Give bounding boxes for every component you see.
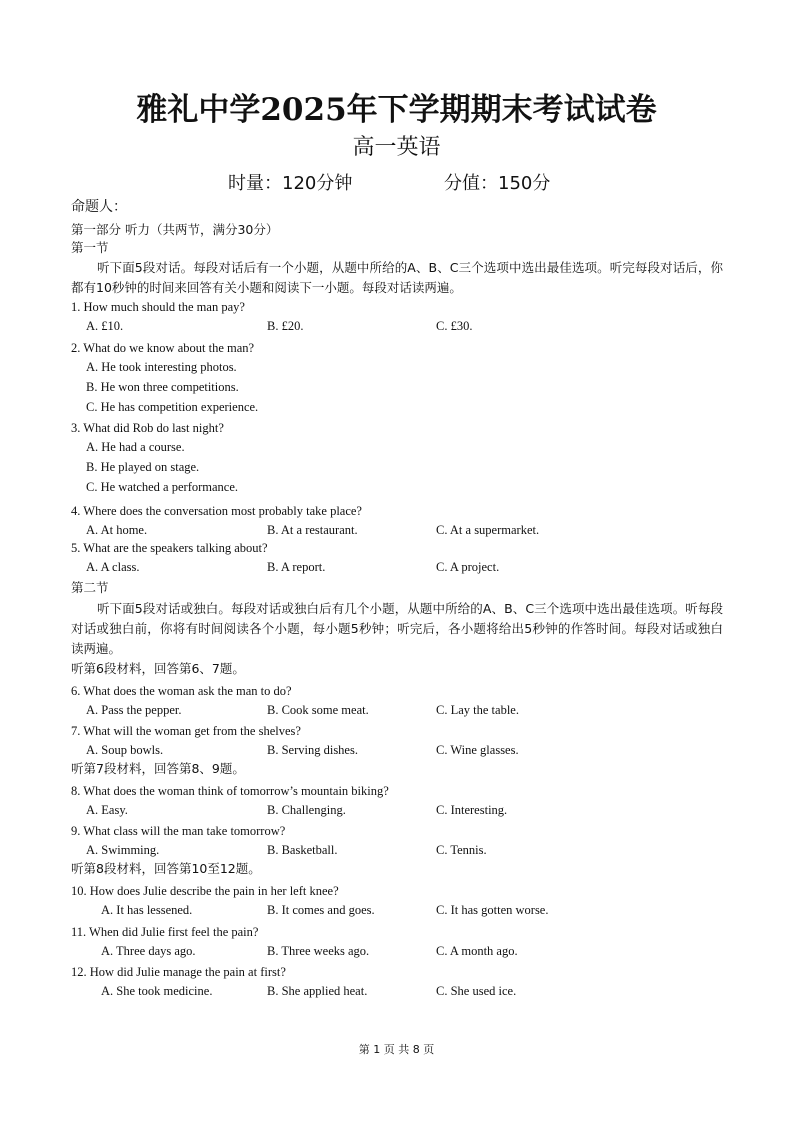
page-title: 雅礼中学2025年下学期期末考试试卷	[136, 92, 657, 128]
part1-heading: 第一部分 听力（共两节，满分30分）	[71, 222, 279, 237]
q11-option-a: A. Three days ago.	[101, 944, 196, 958]
q4-option-b: B. At a restaurant.	[267, 523, 358, 537]
material-8-note: 听第8段材料，回答第10至12题。	[71, 861, 261, 876]
question-5: 5. What are the speakers talking about?	[71, 541, 268, 555]
q3-option-b: B. He played on stage.	[86, 460, 200, 474]
q4-option-a: A. At home.	[86, 523, 148, 537]
q12-option-a: A. She took medicine.	[101, 984, 213, 998]
q10-option-c: C. It has gotten worse.	[436, 903, 549, 917]
q2-option-a: A. He took interesting photos.	[86, 360, 237, 374]
q9-option-c: C. Tennis.	[436, 843, 487, 857]
q5-option-c: C. A project.	[436, 560, 500, 574]
q8-option-b: B. Challenging.	[267, 803, 346, 817]
question-7: 7. What will the woman get from the shelves?	[71, 724, 301, 738]
question-1: 1. How much should the man pay?	[71, 300, 245, 314]
page-subtitle: 高一英语	[352, 135, 441, 160]
question-2: 2. What do we know about the man?	[71, 341, 255, 355]
section1-heading: 第一节	[71, 240, 109, 255]
q6-option-a: A. Pass the pepper.	[86, 703, 182, 717]
question-11: 11. When did Julie first feel the pain?	[71, 925, 259, 939]
q7-option-a: A. Soup bowls.	[86, 743, 164, 757]
q2-option-b: B. He won three competitions.	[86, 380, 239, 394]
q10-option-b: B. It comes and goes.	[267, 903, 375, 917]
section2-heading: 第二节	[71, 580, 109, 595]
section2-instructions: 听下面5段对话或独白。每段对话或独白后有几个小题，从题中所给的A、B、C三个选项中选出最佳选项。听每段对话或独白前，你将有时间阅读各个小题，每小题5秒钟；听完后，各小题将给出5秒钟的作答时间。每段对话或独白读两遍。	[71, 601, 723, 656]
q3-option-a: A. He had a course.	[86, 440, 185, 454]
q5-option-b: B. A report.	[267, 560, 326, 574]
time-limit: 时量：120分钟	[228, 173, 353, 194]
q4-option-c: C. At a supermarket.	[436, 523, 540, 537]
question-3: 3. What did Rob do last night?	[71, 421, 224, 435]
question-setter: 命题人：	[71, 199, 127, 215]
material-7-note: 听第7段材料，回答第8、9题。	[71, 761, 245, 776]
section1-instructions: 听下面5段对话。每段对话后有一个小题，从题中所给的A、B、C三个选项中选出最佳选项。听完每段对话后，你都有10秒钟的时间来回答有关小题和阅读下一小题。每段对话读两遍。	[71, 260, 723, 295]
q6-option-b: B. Cook some meat.	[267, 703, 369, 717]
material-6-note: 听第6段材料，回答第6、7题。	[71, 661, 245, 676]
q11-option-c: C. A month ago.	[436, 944, 518, 958]
question-6: 6. What does the woman ask the man to do?	[71, 684, 292, 698]
q12-option-b: B. She applied heat.	[267, 984, 368, 998]
q9-option-b: B. Basketball.	[267, 843, 338, 857]
q8-option-a: A. Easy.	[86, 803, 128, 817]
q2-option-c: C. He has competition experience.	[86, 400, 259, 414]
q8-option-c: C. Interesting.	[436, 803, 508, 817]
question-4: 4. Where does the conversation most probably take place?	[71, 504, 362, 518]
q10-option-a: A. It has lessened.	[101, 903, 193, 917]
q11-option-b: B. Three weeks ago.	[267, 944, 370, 958]
q1-option-b: B. £20.	[267, 319, 304, 333]
q3-option-c: C. He watched a performance.	[86, 480, 239, 494]
total-score: 分值：150分	[444, 173, 551, 194]
question-12: 12. How did Julie manage the pain at first?	[71, 965, 286, 979]
q1-option-a: A. £10.	[86, 319, 124, 333]
q6-option-c: C. Lay the table.	[436, 703, 519, 717]
q5-option-a: A. A class.	[86, 560, 140, 574]
q1-option-c: C. £30.	[436, 319, 473, 333]
q7-option-c: C. Wine glasses.	[436, 743, 519, 757]
q7-option-b: B. Serving dishes.	[267, 743, 358, 757]
question-9: 9. What class will the man take tomorrow?	[71, 824, 286, 838]
q12-option-c: C. She used ice.	[436, 984, 517, 998]
question-8: 8. What does the woman think of tomorrow’s mountain biking?	[71, 784, 389, 798]
question-10: 10. How does Julie describe the pain in her left knee?	[71, 884, 339, 898]
page-number: 第 1 页 共 8 页	[358, 1043, 435, 1056]
q9-option-a: A. Swimming.	[86, 843, 160, 857]
